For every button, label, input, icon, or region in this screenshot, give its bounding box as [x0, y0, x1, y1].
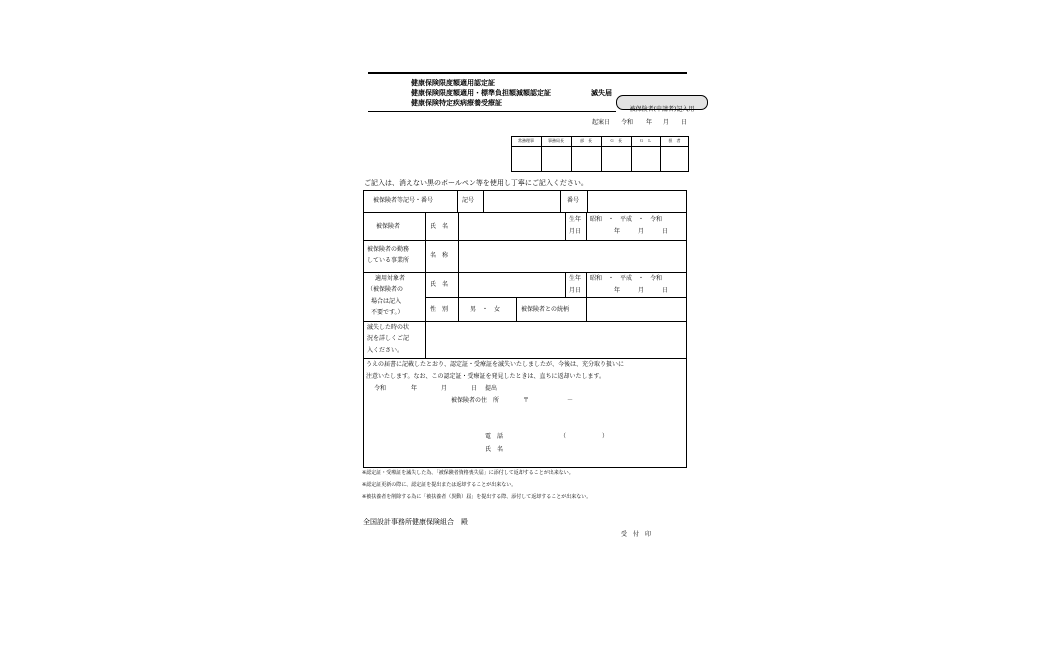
insured-birth-label-2: 月日 [569, 228, 582, 235]
applicant-badge [616, 95, 708, 113]
employer-label-2: している事業所 [367, 257, 410, 264]
lost-circumstance-label-3: 入ください。 [367, 347, 404, 354]
col-rule [560, 190, 561, 212]
insured-name-field[interactable] [459, 213, 564, 239]
col-rule [565, 272, 566, 297]
note-item: ※被扶養者を削除する為に「被扶養者（異動）届」を提出する際、添付して返却することが出来ない。 [362, 494, 592, 500]
note-item: ※認定証・受療証を滅失した為、「被保険者資格喪失届」に添付して返却することが出来ない。 [362, 470, 574, 476]
insured-code-label: 被保険者等記号・番号 [373, 197, 434, 204]
symbol-label: 記号 [462, 197, 475, 204]
phone-field[interactable]: （ ） [560, 433, 609, 440]
declaration-line-1: うえの届書に記載したとおり、認定証・受療証を滅失いたしましたが、今後は、充分取り扱いに [366, 361, 625, 368]
submit-era: 令和 [374, 385, 387, 392]
insured-birth-era[interactable]: 昭和 ・ 平成 ・ 令和 [590, 216, 663, 223]
employer-label-1: 被保険者の勤務 [367, 246, 410, 253]
target-birth-ymd[interactable]: 年 月 日 [614, 287, 669, 294]
receipt-stamp-label: 受 付 印 [621, 531, 652, 538]
addressee: 全国設計事務所健康保険組合 殿 [363, 518, 468, 526]
insured-label: 被保険者 [376, 223, 401, 230]
title-line-2: 健康保険限度額適用・標準負担額減額認定証 [411, 89, 551, 97]
target-name-label: 氏 名 [430, 281, 449, 288]
signature-name-label: 氏 名 [485, 446, 504, 453]
title-line-3: 健康保険特定疾病療養受療証 [411, 99, 502, 107]
symbol-field[interactable] [484, 191, 559, 211]
col-rule [457, 190, 458, 212]
approval-header-cell: Ｇ 長 [610, 138, 622, 143]
postal-mark: 〒 [523, 397, 530, 404]
lost-label: 滅失届 [591, 89, 612, 97]
header-top-rule [368, 72, 687, 74]
title-line-1: 健康保険限度額適用認定証 [411, 79, 495, 87]
signature-name-field[interactable] [520, 443, 680, 457]
lost-circumstance-label-2: 況を詳しくご記 [367, 335, 410, 342]
number-label: 番号 [567, 197, 580, 204]
approval-header-cell: 担 者 [668, 138, 681, 143]
target-birth-label-1: 生年 [569, 275, 582, 282]
company-name-field[interactable] [459, 241, 686, 271]
submit-day[interactable]: 日 [471, 385, 478, 392]
submit-word: 提出 [485, 385, 498, 392]
relation-label: 被保険者との続柄 [521, 306, 570, 313]
col-rule [565, 212, 566, 240]
applicant-badge-label: 被保険者(申請者)記入用 [629, 106, 695, 113]
lost-circumstance-label-1: 滅失した時の状 [367, 324, 410, 331]
target-label-2: （被保険者の [367, 286, 404, 293]
target-label-3: 場合は記入 [371, 298, 402, 305]
target-name-field[interactable] [459, 273, 564, 296]
target-label-1: 適用対象者 [375, 275, 406, 282]
date-day-unit: 日 [681, 119, 688, 126]
approval-table-header-rule [511, 146, 689, 147]
address-field[interactable] [520, 395, 680, 425]
row-rule [363, 358, 687, 359]
instruction-text: ご記入は、消えない黒のボールペン等を使用し丁寧にご記入ください。 [364, 179, 588, 187]
submit-year[interactable]: 年 [411, 385, 418, 392]
header-bottom-rule [368, 111, 616, 112]
address-label: 被保険者の住 所 [451, 397, 500, 404]
declaration-line-2: 注意いたします。なお、この認定証・受療証を発見したときは、直ちに返却いたします。 [366, 373, 606, 380]
approval-header-cell: Ｇ Ｌ [639, 138, 652, 143]
lost-circumstance-field[interactable] [426, 322, 686, 357]
approval-header-cell: 事務局長 [548, 138, 564, 143]
phone-label: 電 話 [485, 433, 504, 440]
gender-options[interactable]: 男 ・ 女 [470, 306, 501, 313]
target-label-4: 不要です。） [371, 309, 404, 316]
postal-dash: － [567, 397, 574, 404]
date-year-unit: 年 [646, 119, 653, 126]
relation-field[interactable] [587, 298, 686, 320]
note-item: ※認定証更新の際に、認定証を提出または返却することが出来ない。 [362, 482, 517, 488]
col-rule [586, 212, 587, 240]
col-rule [516, 297, 517, 321]
date-era: 令和 [621, 119, 634, 126]
number-field[interactable] [588, 191, 685, 211]
insured-name-label: 氏 名 [430, 223, 449, 230]
date-label: 起案日 [592, 119, 611, 126]
col-rule [586, 272, 587, 297]
gender-label: 性 別 [430, 306, 449, 313]
target-birth-label-2: 月日 [569, 287, 582, 294]
date-month-unit: 月 [663, 119, 670, 126]
approval-header-cell: 部 長 [580, 138, 592, 143]
company-name-label: 名 称 [430, 252, 449, 259]
target-birth-era[interactable]: 昭和 ・ 平成 ・ 令和 [590, 275, 663, 282]
approval-header-cell: 常務理事 [518, 138, 534, 143]
insured-birth-label-1: 生年 [569, 216, 582, 223]
insured-birth-ymd[interactable]: 年 月 日 [614, 228, 669, 235]
submit-month[interactable]: 月 [441, 385, 448, 392]
